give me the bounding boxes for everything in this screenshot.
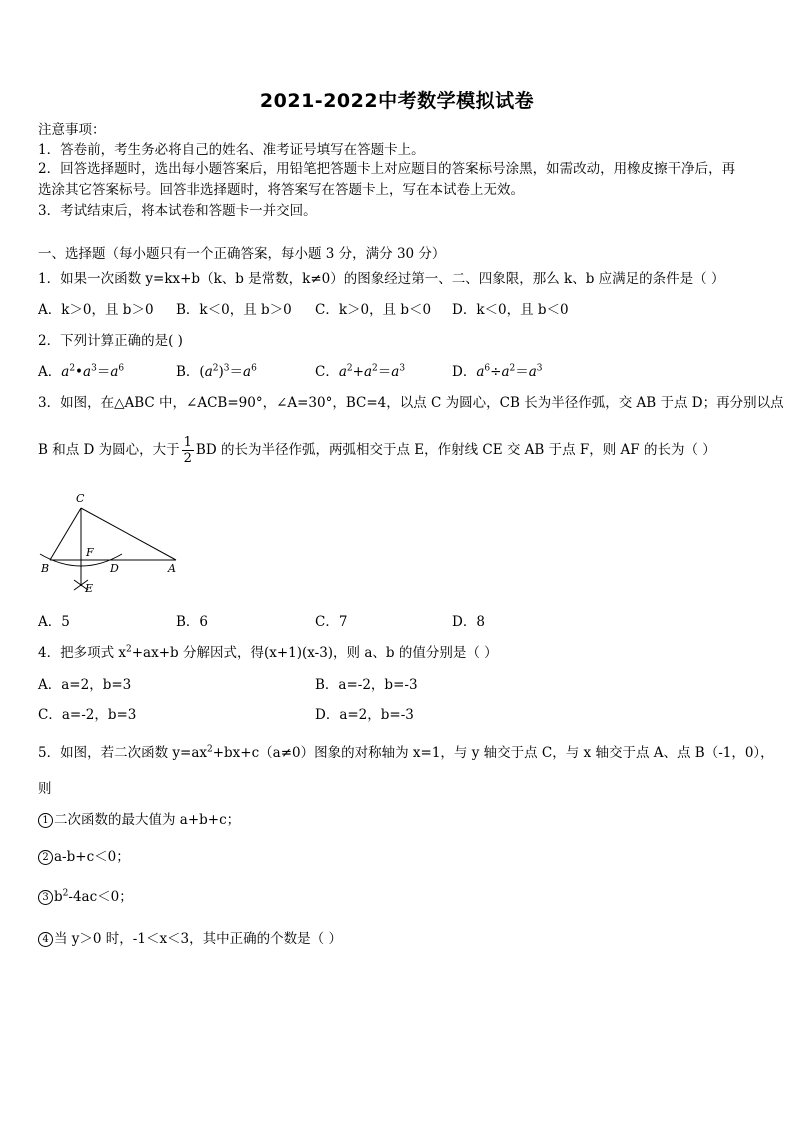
question-4-option-c[interactable]: C．a=-2，b=3 xyxy=(38,707,137,723)
question-3-stem-part-2: BD 的长为半径作弧，两弧相交于点 E，作射线 CE 交 AB 于点 F，则 AF 的长为（ ） xyxy=(195,442,716,458)
question-2-stem: 2．下列计算正确的是( ) xyxy=(38,333,183,349)
question-4-option-d[interactable]: D．a=2，b=-3 xyxy=(315,707,414,723)
statement-4-text: 当 y＞0 时，-1＜x＜3，其中正确的个数是（ ） xyxy=(54,931,342,947)
label-d: D xyxy=(110,562,119,575)
fraction-one-half: $\frac{1}{2}$ xyxy=(183,435,192,466)
label-a: A xyxy=(168,562,176,575)
question-1-stem: 1．如果一次函数 y=kx+b（k、b 是常数，k≠0）的图象经过第一、二、四象限，那么 k、b 应满足的条件是（ ） xyxy=(38,271,725,287)
triangle-figure xyxy=(30,488,190,603)
question-3-option-b[interactable]: B．6 xyxy=(176,614,209,630)
option-a-label: A． xyxy=(38,364,62,380)
question-3-stem-line-1: 3．如图，在△ABC 中，∠ACB=90°，∠A=30°，BC=4，以点 C 为圆心，CB 长为半径作弧，交 AB 于点 D；再分别以点 xyxy=(38,395,784,411)
statement-2 xyxy=(38,848,130,866)
note-2-line-2: 选涂其它答案标号。回答非选择题时，将答案写在答题卡上，写在本试卷上无效。 xyxy=(38,182,524,198)
question-5-exponent: 2 xyxy=(206,744,213,755)
question-3-stem-line-2 xyxy=(38,432,716,468)
question-1-option-b[interactable]: B．k＜0，且 b＞0 xyxy=(176,302,292,318)
question-4-option-a[interactable]: A．a=2，b=3 xyxy=(38,677,132,693)
question-4-stem-post: +ax+b 分解因式，得(x+1)(x-3)，则 a、b 的值分别是（ ） xyxy=(131,645,498,661)
question-3-option-c[interactable]: C．7 xyxy=(315,614,348,630)
question-4-stem xyxy=(38,644,498,662)
statement-3-post: -4ac＜0； xyxy=(68,889,133,905)
circled-number-1: 1 xyxy=(38,813,53,828)
option-d-label: D． xyxy=(452,364,477,380)
statement-3 xyxy=(38,888,133,906)
question-2-option-c[interactable]: C．$a^2+a^2=a^3$ xyxy=(315,363,406,380)
question-1-option-c[interactable]: C．k＞0，且 b＜0 xyxy=(315,302,432,318)
section-heading: 一、选择题（每小题只有一个正确答案，每小题 3 分，满分 30 分） xyxy=(38,246,446,262)
statement-1 xyxy=(38,811,240,829)
notes-heading: 注意事项： xyxy=(38,122,106,138)
question-5-stem xyxy=(38,744,774,762)
statement-3-exponent: 2 xyxy=(62,888,69,899)
label-c: C xyxy=(76,492,85,505)
question-3-stem-part-1: B 和点 D 为圆心，大于 xyxy=(38,442,180,458)
note-1: 1．答卷前，考生务必将自己的姓名、准考证号填写在答题卡上。 xyxy=(38,142,425,158)
note-2-line-1: 2．回答选择题时，选出每小题答案后，用铅笔把答题卡上对应题目的答案标号涂黑，如需改动，用橡皮擦干净后，再 xyxy=(38,161,736,177)
label-f: F xyxy=(86,546,94,559)
question-2-option-b[interactable]: B．$(a^2)^3=a^6$ xyxy=(176,363,257,380)
question-4-option-b[interactable]: B．a=-2，b=-3 xyxy=(315,677,418,693)
label-e: E xyxy=(85,582,94,595)
question-3-option-a[interactable]: A．5 xyxy=(38,614,70,630)
segment-ca xyxy=(81,508,176,560)
circled-number-3: 3 xyxy=(38,890,53,905)
note-3: 3．考试结束后，将本试卷和答题卡一并交回。 xyxy=(38,203,317,219)
statement-4 xyxy=(38,930,342,948)
statement-2-text: a-b+c＜0； xyxy=(54,849,130,865)
question-2-option-a[interactable]: A．$a^2•a^3=a^6$ xyxy=(38,363,125,380)
question-5-stem-pre: 5．如图，若二次函数 y=ax xyxy=(38,745,207,761)
statement-3-pre: b xyxy=(54,889,63,905)
question-1-option-d[interactable]: D．k＜0，且 b＜0 xyxy=(452,302,569,318)
statement-1-text: 二次函数的最大值为 a+b+c； xyxy=(54,812,241,828)
option-c-label: C． xyxy=(315,364,339,380)
circled-number-4: 4 xyxy=(38,932,53,947)
question-5-stem-post: +bx+c（a≠0）图象的对称轴为 x=1，与 y 轴交于点 C，与 x 轴交于点 A、点 B（-1，0）， xyxy=(212,745,774,761)
question-1-option-a[interactable]: A．k＞0，且 b＞0 xyxy=(38,302,154,318)
question-4-exponent: 2 xyxy=(126,644,132,655)
question-4-stem-pre: 4．把多项式 x xyxy=(38,645,126,661)
question-3-option-d[interactable]: D．8 xyxy=(452,614,485,630)
question-2-option-d[interactable]: D．$a^6\div a^2=a^3$ xyxy=(452,363,543,380)
circled-number-2: 2 xyxy=(38,850,53,865)
question-5-then: 则 xyxy=(38,781,52,797)
label-b: B xyxy=(41,562,50,575)
option-b-label: B． xyxy=(176,364,200,380)
page-title: 2021-2022中考数学模拟试卷 xyxy=(259,90,535,112)
segment-cb xyxy=(50,508,81,560)
